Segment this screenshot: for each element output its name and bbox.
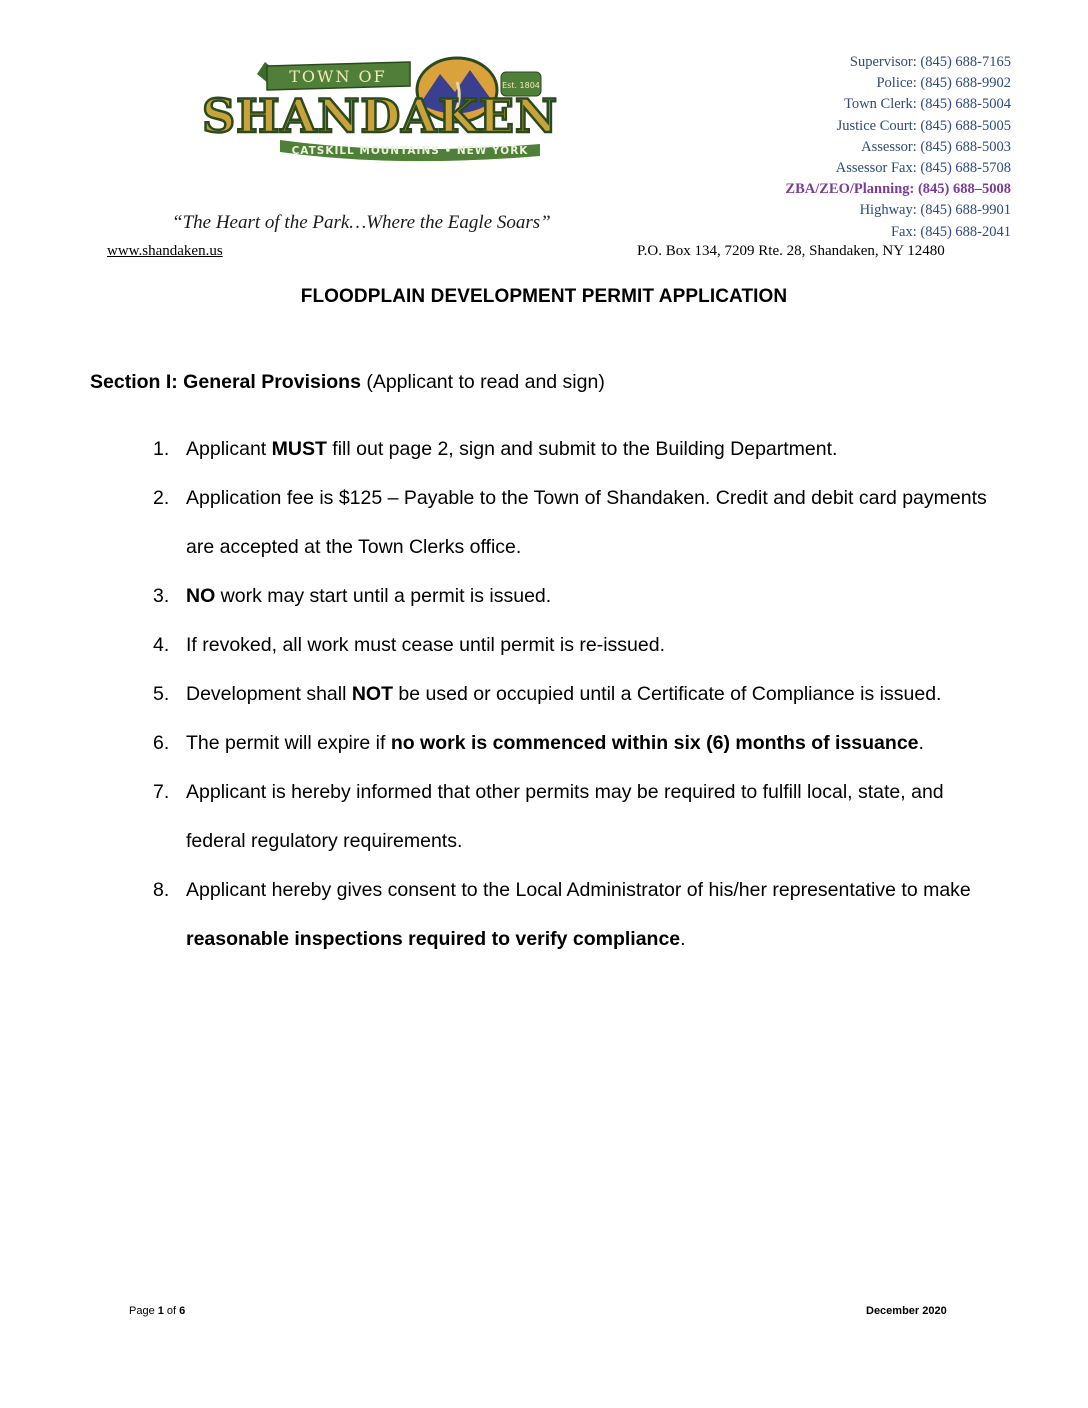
contact-fax: Fax: (845) 688-2041 — [890, 223, 1011, 240]
list-item — [0, 474, 1006, 572]
mailing-address: P.O. Box 134, 7209 Rte. 28, Shandaken, NY 12480 — [637, 243, 945, 259]
list-item — [0, 719, 1006, 768]
page-number-prefix: Page — [129, 1305, 158, 1317]
page-number-current: 1 — [157, 1305, 164, 1317]
contact-town-clerk: Town Clerk: (845) 688-5004 — [844, 96, 1011, 113]
section-heading-note: (Applicant to read and sign) — [360, 371, 605, 393]
page-number-total: 6 — [179, 1305, 186, 1317]
page-number — [129, 1305, 185, 1317]
contact-zba-zeo-planning: ZBA/ZEO/Planning: (845) 688–5008 — [785, 181, 1011, 198]
list-item-emphasis: MUST — [271, 438, 327, 460]
contact-list — [785, 52, 1011, 243]
general-provisions-list — [0, 425, 1088, 964]
list-item-number: 5. — [153, 683, 170, 705]
list-item — [0, 425, 1006, 474]
list-item-emphasis: reasonable inspections required to verify compliance — [186, 928, 681, 950]
list-item-text: Applicant is hereby informed that other permits may be required to fulfill local, state, and federal regulatory requirements. — [186, 781, 944, 852]
list-item-text: The permit will expire if — [186, 732, 391, 754]
document-title: FLOODPLAIN DEVELOPMENT PERMIT APPLICATION — [300, 286, 788, 307]
list-item-emphasis: NO — [186, 585, 216, 607]
list-item-number: 2. — [153, 487, 170, 509]
logo-name-text: SHANDAKEN — [201, 89, 559, 143]
contact-supervisor: Supervisor: (845) 688-7165 — [849, 54, 1011, 70]
list-item-text: fill out page 2, sign and submit to the Building Department. — [326, 438, 838, 460]
list-item — [0, 670, 1006, 719]
list-item — [0, 621, 1006, 670]
list-item-number: 7. — [153, 781, 170, 803]
list-item-text: Development shall — [186, 683, 352, 705]
list-item-number: 3. — [153, 585, 170, 607]
contact-assessor: Assessor: (845) 688-5003 — [861, 138, 1011, 155]
section-heading-bold: Section I: General Provisions — [90, 371, 361, 393]
town-of-shandaken-logo — [195, 52, 565, 172]
list-item-text: work may start until a permit is issued. — [215, 585, 552, 607]
list-item-text: Application fee is $125 – Payable to the Town of Shandaken. Credit and debit card payments are accepted at the Town Clerks office. — [186, 487, 987, 558]
list-item-number: 1. — [153, 438, 170, 460]
list-item-emphasis: no work is commenced within six (6) months of issuance — [390, 732, 919, 754]
footer-date: December 2020 — [866, 1305, 947, 1317]
list-item — [0, 768, 1006, 866]
logo-banner-text: TOWN OF — [289, 67, 387, 86]
list-item — [0, 572, 1006, 621]
list-item-text: . — [680, 928, 686, 950]
contact-police: Police: (845) 688-9902 — [876, 75, 1011, 92]
logo-est-text: Est. 1804 — [502, 81, 540, 90]
list-item-number: 8. — [153, 879, 170, 901]
logo-sub-text: CATSKILL MOUNTAINS • NEW YORK — [291, 145, 529, 157]
list-item-text: . — [918, 732, 924, 754]
page-number-of: of — [163, 1305, 180, 1317]
contact-highway: Highway: (845) 688-9901 — [859, 202, 1011, 219]
list-item-emphasis: NOT — [351, 683, 394, 705]
section-heading — [90, 371, 605, 394]
contact-justice-court: Justice Court: (845) 688-5005 — [836, 117, 1011, 134]
list-item-text: If revoked, all work must cease until permit is re-issued. — [186, 634, 666, 656]
list-item-number: 4. — [153, 634, 170, 656]
contact-assessor-fax: Assessor Fax: (845) 688-5708 — [835, 160, 1011, 177]
list-item — [0, 866, 1006, 964]
list-item-text: Applicant hereby gives consent to the Local Administrator of his/her representative to make — [186, 879, 971, 901]
list-item-text: be used or occupied until a Certificate of Compliance is issued. — [393, 683, 942, 705]
list-item-text: Applicant — [186, 438, 272, 460]
town-tagline: “The Heart of the Park…Where the Eagle Soars” — [172, 212, 551, 233]
list-item-number: 6. — [153, 732, 170, 754]
website-link[interactable]: www.shandaken.us — [107, 243, 223, 259]
